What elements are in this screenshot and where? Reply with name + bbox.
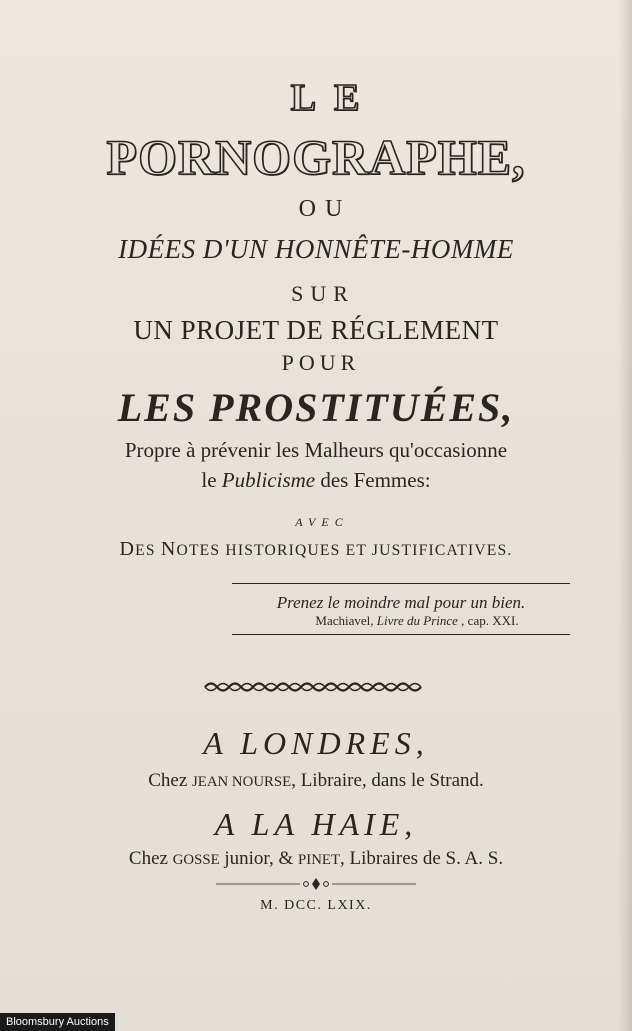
photo-credit: Bloomsbury Auctions (0, 1013, 115, 1031)
gosse-name: GOSSE (172, 852, 220, 868)
imprint-londres: A LONDRES, (203, 725, 429, 761)
imprint-haie: A LA HAIE, (214, 806, 418, 842)
motto-rule-top (232, 583, 570, 584)
subtitle-projet: UN PROJET DE RÉGLEMENT (133, 315, 499, 345)
subtitle-pour: POUR (281, 350, 361, 375)
notes-n: N (160, 538, 177, 560)
description-femmes: des Femmes: (315, 468, 431, 492)
ornamental-rule-icon (203, 680, 425, 694)
motto-chapter: , cap. XXI. (457, 613, 519, 628)
avec-label: AVEC (295, 515, 349, 529)
title-ou: OU (298, 196, 352, 222)
subtitle-sur: SUR (291, 281, 355, 306)
nourse-address: , Libraire, dans le Strand. (291, 770, 484, 791)
motto-quote: Prenez le moindre mal pour un bien. (276, 593, 526, 612)
notes-d: D (119, 538, 136, 560)
pinet-name: PINET (298, 852, 340, 868)
motto-source (232, 613, 586, 629)
description-publicisme: Publicisme (221, 468, 316, 492)
description-line-2 (0, 468, 632, 493)
motto-rule-bottom (232, 634, 570, 635)
imprint-gosse (0, 848, 632, 870)
motto-book: Livre du Prince (376, 613, 458, 628)
gosse-junior: junior, & (219, 848, 299, 869)
subtitle-idees: IDÉES D'UN HONNÊTE-HOMME (118, 234, 514, 264)
nourse-chez: Chez (148, 770, 193, 791)
page-edge-shadow (618, 0, 632, 1031)
publication-date: M. DCC. LXIX. (260, 898, 372, 913)
description-le: le (201, 468, 222, 492)
notes-es: ES (135, 542, 161, 559)
gosse-chez: Chez (128, 848, 173, 869)
title-le: LE (290, 77, 378, 119)
nourse-name: JEAN NOURSE (192, 774, 292, 790)
notes-rest: OTES HISTORIQUES ET JUSTIFICATIVES. (176, 542, 513, 559)
imprint-nourse (0, 770, 632, 792)
description-line-1: Propre à prévenir les Malheurs qu'occasionne (124, 438, 508, 462)
notes-line (0, 538, 632, 561)
motto-author: Machiavel, (315, 613, 377, 628)
book-title: PORNOGRAPHE, (106, 129, 526, 185)
fleuron-divider-icon (216, 876, 416, 892)
gosse-libraires: , Libraires de S. A. S. (340, 848, 504, 869)
subtitle-prostituees: LES PROSTITUÉES, (117, 385, 515, 430)
